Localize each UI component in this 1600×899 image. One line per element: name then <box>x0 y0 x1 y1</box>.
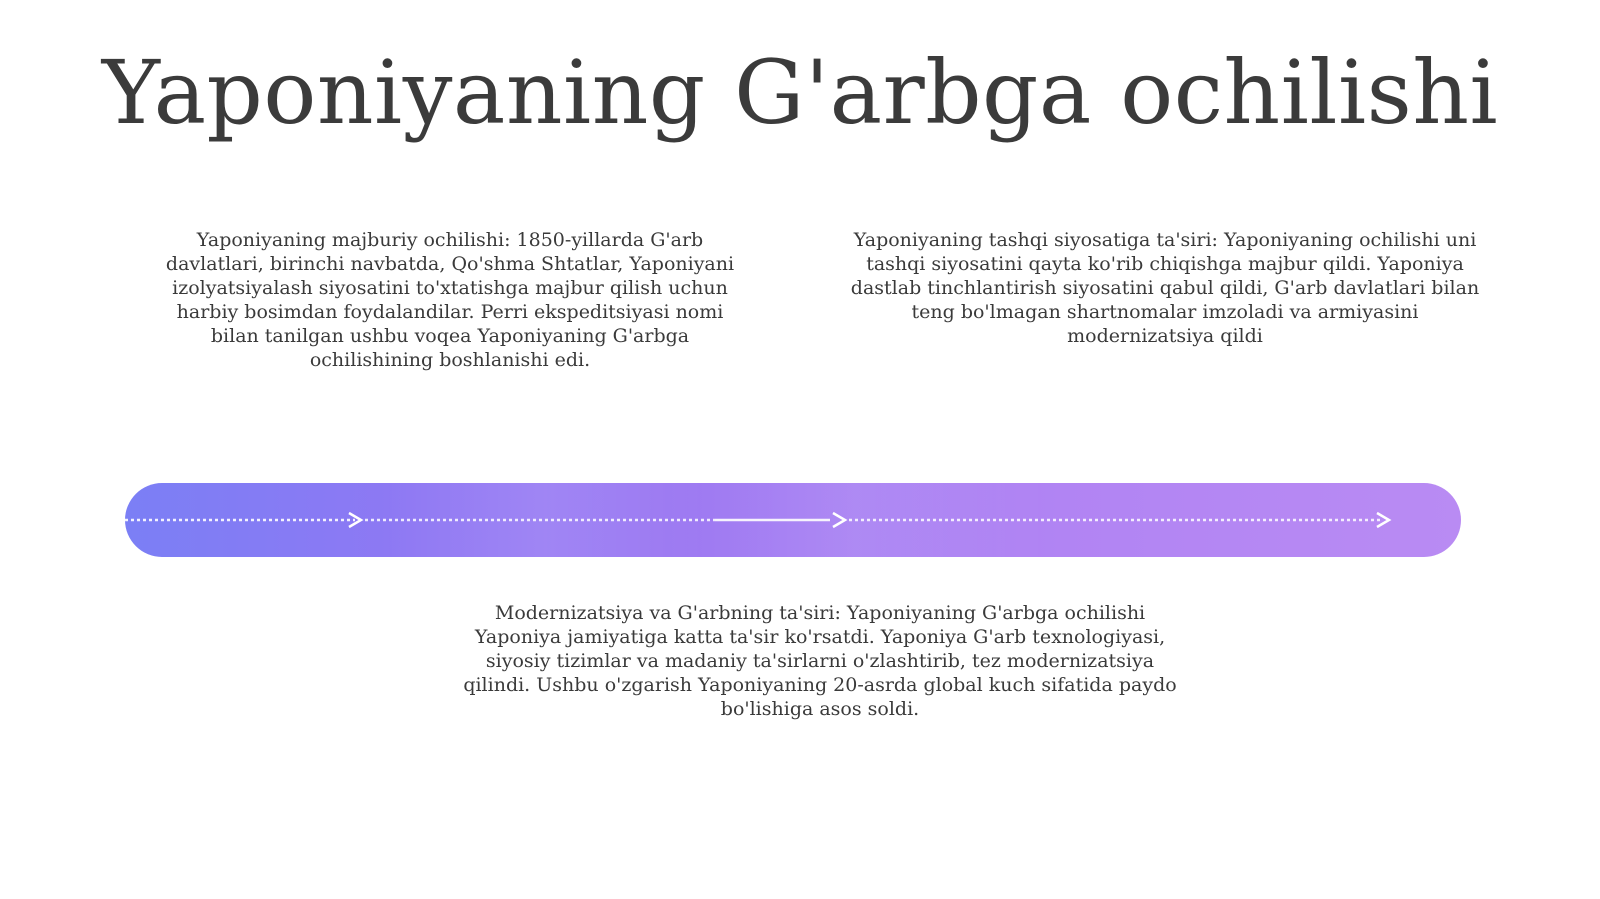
slide-title: Yaponiyaning G'arbga ochilishi <box>101 41 1499 144</box>
text-block-modernization: Modernizatsiya va G'arbning ta'siri: Yaponiyaning G'arbga ochilishi Yaponiya jamiyatiga katta ta'sir ko'rsatdi. Yaponiya G'arb texnologiyasi, siyosiy tizimlar va madaniy ta'sirlarni o'zlashtirib, tez modernizatsiya qilindi. Ushbu o'zgarish Yaponiyaning 20-asrda global kuch sifatida paydo bo'lishiga asos soldi. <box>463 602 1177 720</box>
timeline-arrows <box>125 483 1461 557</box>
text-block-foreign-policy: Yaponiyaning tashqi siyosatiga ta'siri: Yaponiyaning ochilishi uni tashqi siyosatini qayta ko'rib chiqishga majbur qildi. Yaponiya dastlab tinchlantirish siyosatini qabul qildi, G'arb davlatlari bilan teng bo'lmagan shartnomalar imzoladi va armiyasini modernizatsiya qildi <box>850 229 1480 347</box>
text-block-forced-opening: Yaponiyaning majburiy ochilishi: 1850-yillarda G'arb davlatlari, birinchi navbatda, Qo'shma Shtatlar, Yaponiyani izolyatsiyalash siyosatini to'xtatishga majbur qilish uchun harbiy bosimdan foydalandilar. Perri ekspeditsiyasi nomi bilan tanilgan ushbu voqea Yaponiyaning G'arbga ochilishining boshlanishi edi. <box>165 229 735 371</box>
timeline-bar <box>125 483 1461 557</box>
